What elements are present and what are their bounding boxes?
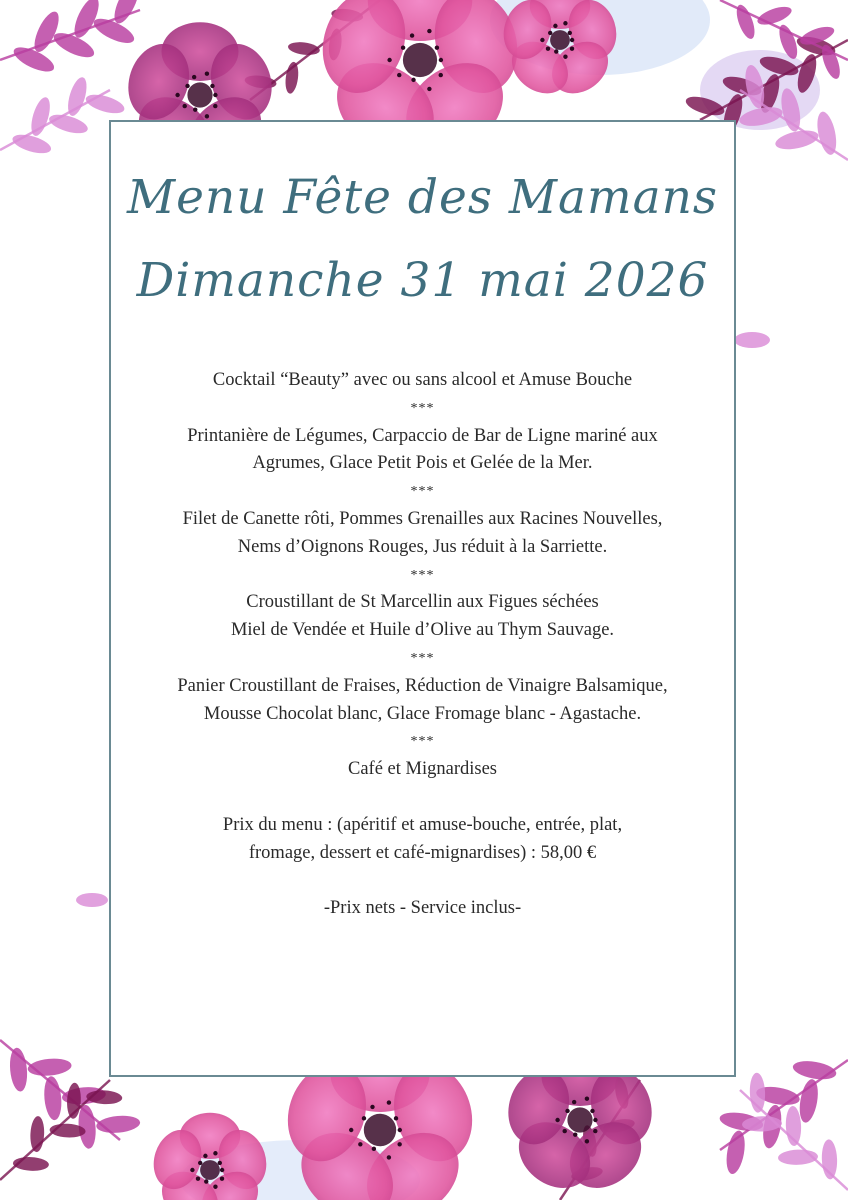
- course-line: Cocktail “Beauty” avec ou sans alcool et Amuse Bouche: [212, 370, 633, 390]
- menu-body: [111, 367, 734, 923]
- price-line: fromage, dessert et café-mignardises) : 58,00 €: [248, 842, 597, 863]
- menu-date: Dimanche 31 mai 2026: [136, 253, 709, 308]
- course-line: Croustillant de St Marcellin aux Figues séchées: [246, 592, 599, 613]
- course-line: Agrumes, Glace Petit Pois et Gelée de la Mer.: [252, 453, 593, 474]
- course-separator: ***: [410, 650, 435, 666]
- menu-title: Menu Fête des Mamans: [127, 170, 718, 225]
- course-line: Mousse Chocolat blanc, Glace Fromage blanc - Agastache.: [203, 703, 642, 724]
- menu-card: [109, 120, 736, 1077]
- course-line: Printanière de Légumes, Carpaccio de Bar de Ligne mariné aux: [187, 425, 658, 446]
- course-line: Miel de Vendée et Huile d’Olive au Thym Sauvage.: [230, 620, 615, 641]
- course-line: Panier Croustillant de Fraises, Réduction de Vinaigre Balsamique,: [177, 675, 668, 696]
- leaf-sprig-bottom-right-2: [740, 1072, 848, 1190]
- course-separator: ***: [410, 734, 435, 750]
- course-line: Nems d’Oignons Rouges, Jus réduit à la Sarriette.: [237, 536, 608, 557]
- course-separator: ***: [410, 567, 435, 583]
- leaf-sprig-top-left: [0, 0, 144, 76]
- price-line: Prix du menu : (apéritif et amuse-bouche, entrée, plat,: [222, 814, 623, 835]
- course-line: Filet de Canette rôti, Pommes Grenailles aux Racines Nouvelles,: [182, 508, 663, 529]
- course-separator: ***: [410, 400, 435, 416]
- course-line: Café et Mignardises: [348, 759, 497, 780]
- course-separator: ***: [410, 484, 435, 500]
- leaf-sprig-top-left-2: [0, 75, 126, 157]
- footer-note: -Prix nets - Service inclus-: [323, 898, 522, 919]
- flower-bottom-left: [146, 1113, 273, 1200]
